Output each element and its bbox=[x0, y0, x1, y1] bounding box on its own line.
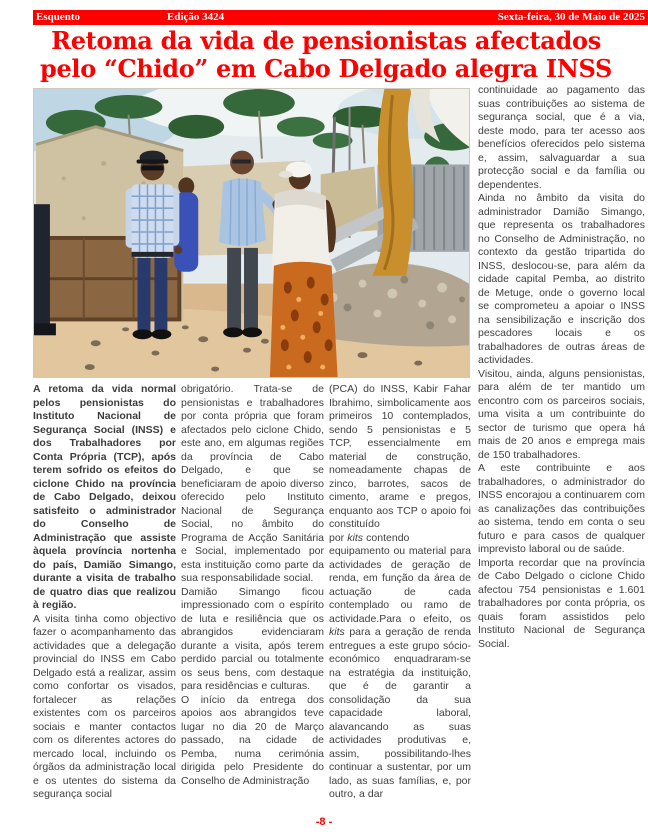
issue-date: Sexta-feira, 30 de Maio de 2025 bbox=[497, 11, 645, 23]
body-paragraph bbox=[329, 383, 471, 802]
body-paragraph: Damião Simango ficou impressionado com o espírito de luta e resiliência que os abrangidos evidenciaram durante a visita, após terem perdido parcial ou totalmente os seus bens, com destaque para residências e culturas. bbox=[181, 585, 324, 692]
page-number-text: -8 - bbox=[315, 816, 333, 828]
headline-line1: Retoma da vida de pensionistas afectados bbox=[51, 26, 601, 55]
article-column-right bbox=[478, 84, 645, 651]
lead-paragraph: A retoma da vida normal pelos pensionistas do Instituto Nacional de Segurança Social (INSS) e dos Trabalhadores por Conta Própria (TCP), após terem sofrido os efeitos do ciclone Chido na província de Cabo Delgado, deixou satisfeito o administrador do Conselho de Administração que assiste àquela província nortenha do país, Damião Simango, durante a visita de trabalho de quatro dias que realizou à região. bbox=[33, 383, 176, 611]
article-column-3 bbox=[329, 383, 471, 802]
body-paragraph: O início da entrega dos apoios aos abrangidos teve lugar no dia 20 de Março passado, na cidade de Pemba, numa cerimónia dirigida pelo Presidente do Conselho de Administração bbox=[181, 693, 324, 787]
publication-name: Esquento bbox=[36, 11, 81, 23]
news-photo bbox=[33, 88, 470, 378]
body-paragraph: A este contribuinte e aos trabalhadores, o administrador do INSS encorajou a continuarem com as canalizações das contribuições ao sistema, tendo em conta o seu futuro e para casos de qualquer imprevisto laboral ou de saúde. bbox=[478, 462, 645, 555]
edition-label: Edição 3424 bbox=[167, 11, 225, 23]
italic-word-kits: kits bbox=[329, 626, 345, 638]
body-paragraph: Visitou, ainda, alguns pensionistas, para além de ter mantido um encontro com os parceiros sociais, uma visita a um contribuinte do sector de turismo que opera há mais de 20 anos e emprega mais de 150 trabalhadores. bbox=[478, 367, 645, 461]
masthead-bar bbox=[33, 10, 648, 25]
body-paragraph: Ainda no âmbito da visita do administrador Damião Simango, que representa os trabalhadores no Conselho de Administração, no contexto da gestão tripartida do INSS, deslocou-se, para além da cidade capital Pemba, ao distrito de Metuge, onde o governo local se comprometeu a apoiar o INSS na sensibilização e inscrição dos pescadores locais e os trabalhadores de outras áreas de actividades. bbox=[478, 192, 645, 366]
body-paragraph: A visita tinha como objectivo fazer o acompanhamento das actividades que a delegação provincial do INSS em Cabo Delgado está a realizar, assim como confortar os visados, fortalecer as relações existentes com os parceiros sociais e manter contactos com os diferentes actores do mercado local, incluindo os órgãos da administração local e os utentes do sistema da segurança social bbox=[33, 612, 176, 800]
text-segment: equipamento ou material para actividades de geração de renda, em função da área de actuação de cada contemplado ou ramo de actividade.Para o efeito, os bbox=[329, 545, 471, 625]
article-column-1 bbox=[33, 383, 176, 802]
article-column-2 bbox=[181, 383, 324, 788]
text-segment: (PCA) do INSS, Kabir Fahar Ibrahimo, simbolicamente aos primeiros 10 contemplados, sendo 5 pensionistas e 5 TCP, essencialmente em material de construção, nomeadamente chapas de zinco, barrotes, sacos de cimento, arame e pregos, enquanto aos TCP o apoio foi constituído bbox=[329, 383, 471, 530]
headline bbox=[20, 27, 632, 83]
italic-word-kits: kits bbox=[347, 531, 364, 544]
headline-line2: pelo “Chido” em Cabo Delgado alegra INSS bbox=[39, 54, 613, 83]
text-segment: para a geração de renda entregues a este grupo sócio-económico enquadraram-se na estratégia da instituição, que é de garantir a consolidação da sua capacidade laboral, alavancando as suas actividades produtivas e, assim, possibilitando-lhes continuar a sustentar, por um lado, as suas famílias, e, por outro, a dar bbox=[329, 626, 471, 800]
page-number bbox=[0, 816, 648, 828]
body-paragraph: obrigatório. Trata-se de pensionistas e trabalhadores por conta própria que foram afectados pelo ciclone Chido, este ano, em algumas regiões da província de Cabo Delgado, e que se beneficiaram de apoio diverso oferecido pelo Instituto Nacional de Segurança Social, no âmbito do Programa de Acção Sanitária e Social, implementado por esta instituição como parte da sua responsabilidade social. bbox=[181, 383, 324, 584]
text-segment: contendo bbox=[363, 531, 410, 544]
body-paragraph: continuidade ao pagamento das suas contribuições ao sistema de segurança social, que é a via, deste modo, para ter acesso aos benefícios oferecidos pelo sistema e, assim, salvaguardar a sua protecção social e da família ou dependentes. bbox=[478, 84, 645, 191]
text-segment: por bbox=[329, 531, 348, 544]
news-photo-illustration bbox=[34, 89, 469, 377]
body-paragraph: Importa recordar que na província de Cabo Delgado o ciclone Chido afectou 754 pensionistas e 1.601 trabalhadores por conta própria, os quais foram assistidos pelo Instituto Nacional de Segurança Social. bbox=[478, 556, 645, 650]
